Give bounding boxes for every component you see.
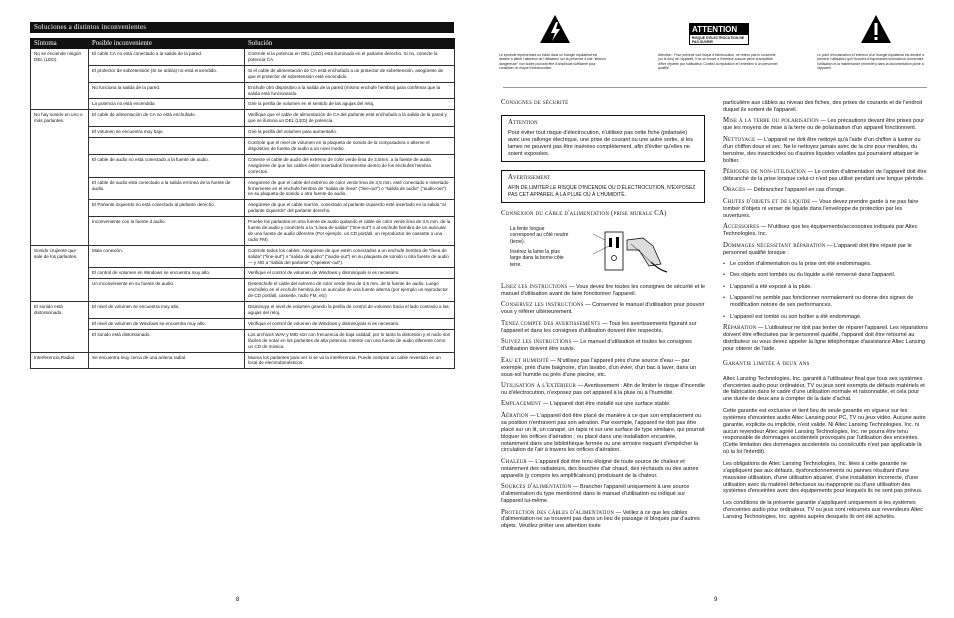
attention-box-title: Attention <box>508 118 538 126</box>
cause-cell: El Parlante izquierdo no está conectado al parlante derecho. <box>89 200 245 217</box>
solution-cell: Gire la perilla del volumen para aumentarlo. <box>245 127 455 138</box>
cause-cell: No funciona la salida de la pared. <box>89 82 245 99</box>
safety-paragraph <box>501 413 705 454</box>
list-item: • L'appareil a été exposé à la pluie. <box>723 284 929 291</box>
avertissement-box <box>501 170 705 203</box>
safety-paragraph <box>723 243 929 257</box>
symptom-cell <box>31 127 89 138</box>
paragraph-body: — Le manuel d'utilisation et toutes les consignes d'utilisation doivent être suivis. <box>501 339 692 353</box>
warranty-paragraph: Les obligations de Altec Lansing Technologies, Inc. liées à cette garantie ne s'appliquent pas aux défauts, dysfonctionnements ou pannes résultant d'une mauvaise utilisation, d'une utilisation abusive, d'une installation incorrecte, d'une utilisation avec du matériel défectueux ou inapproprié ou d'une utilisation des systèmes d'enceintes avec des équipements pour lesquels ils ne sont pas prévus. <box>723 460 923 495</box>
solution-cell: Gire la perilla de volumen en el sentido de las agujas del reloj. <box>245 99 455 110</box>
safety-paragraphs-2 <box>723 118 929 256</box>
solution-cell: Mueva los parlantes para ver si se va la interferencia. Puede comprar un cable revestido en un local de electrodomésticos. <box>245 352 455 369</box>
repair-paragraph <box>723 325 929 353</box>
paragraph-title: Aération <box>501 411 529 419</box>
plug-label-neutral: La fente longue correspond au côté neutre (terre). <box>510 226 569 245</box>
warranty-paragraphs <box>723 376 929 521</box>
warranty-heading: Garantie limitée à deux ans <box>723 359 810 367</box>
cause-cell: Inconveniente con la fuente d audio. <box>89 217 245 246</box>
cause-cell: El protector de sobretensión (Si se utiliza) no está encendido. <box>89 65 245 82</box>
solution-cell: Verifique el control de volumen de Windows y disminúyalo si es necesario. <box>245 318 455 329</box>
safety-paragraph <box>501 401 705 408</box>
table-row <box>31 177 455 200</box>
symptom-cell <box>31 99 89 110</box>
cause-cell: El sonido está distorsionado. <box>89 329 245 352</box>
continued-text: particulière aux câbles au niveau des fiches, des prises de courants et de l'endroit duquel ils sortent de l'appareil. <box>723 100 923 113</box>
table-body <box>31 49 455 369</box>
paragraph-body: — Avertissement : Afin de limiter le risque d'incendie ou d'électrocution, n'exposez pas cet appareil à la pluie ou à l'humidité. <box>501 383 705 396</box>
list-item: • L'appareil ne semble pas fonctionner normalement ou donne des signes de modification notoire de ses performances. <box>723 295 929 309</box>
safety-paragraph <box>723 169 929 183</box>
table-row <box>31 154 455 177</box>
symptom-cell <box>31 329 89 352</box>
page-number-right: 9 <box>714 597 718 603</box>
cause-cell: El cable CA no está conectado a la salida de la pared. <box>89 49 245 66</box>
solution-cell: Controle todos los cables. Asegúrese de que estén conectados a un enchufe hembra de "línea de salida" ("line-out") o "salida de audio" ("audio-out") en su plaqueta de sonido u otra fuente de audio — y NO a "salida del parlante" ("speaker-out"). <box>245 245 455 268</box>
paragraph-title: Dommages nécessitant réparation <box>723 241 826 249</box>
paragraph-title: Sources d'alimentation <box>501 483 572 491</box>
symptom-cell: No se enciende ningún DEL (LED). <box>31 49 89 66</box>
paragraph-title: Suivez les instructions <box>501 338 572 346</box>
symptom-cell <box>31 279 89 302</box>
safety-paragraph <box>501 302 705 316</box>
symptom-cell <box>31 268 89 279</box>
table-row <box>31 279 455 302</box>
attention-box-body: Pour éviter tout risque d'électrocution, n'utilisez pas cette fiche (polarisée) avec une rallonge électrique, une prise de courant ou une autre sortie, si les lames ne peuvent pas être insérées complètement, afin d'éviter qu'elles ne soient exposées. <box>508 129 693 157</box>
paragraph-title: Tenez compte des avertissements <box>501 319 601 327</box>
avertissement-box-title: Avertissement <box>508 174 551 182</box>
solution-cell: Desenchufe el cable del extremo de color verde lima de 3,5 mm. de la fuente de audio. Luego enchúfelo en el enchufe hembra de un auricular de una fuente alterna (por ejemplo un reproductor de CD portátil, cassette, radio FM, etc) <box>245 279 455 302</box>
safety-paragraph <box>501 484 705 505</box>
lightning-warning-text: Le symbole représentant un éclair dans un triangle équilatéral est destiné à attirer l'attention de l'utilisateur sur la présence d'une "tension dangereuse" non isolée pouvant être d'amplitude suffisante pour constituer un risque d'électrocution. <box>499 53 606 70</box>
paragraph-title: Chutes d'objets et de liquide <box>723 197 811 205</box>
table-row <box>31 329 455 352</box>
paragraph-title: Nettoyage <box>723 135 756 143</box>
attention-label <box>689 23 749 45</box>
solution-cell: Enchufe otro dispositivo a la salida de la pared (mismo enchufe hembra) para confirmar que la salida está funcionando. <box>245 82 455 99</box>
list-item: • Le cordon d'alimentation ou la prise ont été endommagés. <box>723 261 929 268</box>
safety-paragraph <box>723 187 929 194</box>
paragraph-body: — Le cordon d'alimentation de l'appareil doit être débranché de la prise lorsque celui-ci n'est pas utilisé pendant une longue période. <box>723 169 927 182</box>
attention-box <box>501 115 705 163</box>
header-solution: Solución <box>245 39 455 49</box>
attention-label-sub: RISQUE D'ÉLECTROCUTION NE PAS OUVRIR <box>689 34 749 45</box>
header-cause: Posible inconveniente <box>89 39 245 49</box>
safety-heading: Consignes de sécurité <box>501 99 569 106</box>
header-symptom: Síntoma <box>31 39 89 49</box>
warranty-paragraph: Les conditions de la présente garantie s'appliquent uniquement si les systèmes d'enceintes audio pour ordinateur, TV ou jeux sont retournés aux revendeurs Altec Lansing Technologies, Inc. agréés auprès desquels ils ont été achetés. <box>723 499 923 520</box>
paragraph-title: Lisez les instructions <box>501 283 568 291</box>
safety-paragraph <box>501 459 705 480</box>
paragraph-body: — L'appareil ne doit être nettoyé qu'à l'aide d'un chiffon à lustrer ou d'un chiffon doux et sec. Ne le nettoyez jamais avec de la cire pour meubles, du benzène, des insecticides ou d'autres liquides volatiles qui pourraient attaquer le boîtier. <box>723 136 921 164</box>
safety-paragraph <box>501 339 705 353</box>
paragraph-body: — L'appareil doit être réparé par le personnel qualifié lorsque : <box>723 242 912 256</box>
paragraph-body: — Brancher l'appareil uniquement à une source d'alimentation du type mentionné dans le manuel d'utilisation ou indiqué sur l'appareil lui-même. <box>501 484 690 505</box>
cause-cell: El cable de audio no está conectado a la fuente de audio. <box>89 154 245 177</box>
plug-labels <box>510 226 570 268</box>
table-row <box>31 65 455 82</box>
table-row <box>31 99 455 110</box>
paragraph-body: — Vous devez lire toutes les consignes de sécurité et le manuel d'utilisation avant de faire fonctionner l'appareil. <box>501 284 705 297</box>
exclamation-warning-text: Le point d'exclamation à l'intérieur d'un triangle équilatéral est destiné à prévenir l'utilisateur qu'il trouvera d'importantes instructions concernant l'utilisation et la maintenance (entretien) dans la documentation jointe à l'appareil. <box>817 53 925 70</box>
paragraph-body: — Tous les avertissements figurant sur l'appareil et dans les consignes d'utilisation doivent être respectés. <box>501 320 697 334</box>
repair-title: Réparation <box>723 324 757 332</box>
polarized-plug-icon <box>593 226 673 276</box>
paragraph-title: Utilisation à l'extérieur <box>501 382 576 389</box>
solution-cell: Si el cable de alimentación de CA está enchufado a un protector de sobretensión, asegúrese de que el protector de sobretensión esté encendido. <box>245 65 455 82</box>
symptom-cell <box>31 82 89 99</box>
list-item: • L'appareil est tombé ou son boîtier a été endommagé. <box>723 314 929 321</box>
cause-cell: El cable de audio está conectado a la salida errónea de la fuente de audio. <box>89 177 245 200</box>
section-title: Soluciones a distintos inconvenientes <box>30 22 454 33</box>
damage-list <box>723 261 929 320</box>
table-row <box>31 352 455 369</box>
paragraph-body: — Vous devez prendre garde à ne pas faire tomber d'objets ni verser de liquide dans l'enveloppe de protection par les ouvertures. <box>723 198 919 219</box>
divider <box>503 87 927 88</box>
table-row <box>31 200 455 217</box>
paragraph-title: Mise à la terre ou polarisation <box>723 117 819 125</box>
safety-paragraph <box>723 224 929 238</box>
safety-paragraph <box>723 137 929 165</box>
paragraph-body: — Les précautions devant être prises pour que les moyens de mise à la terre ou de polarisation d'un appareil fonctionnent. <box>723 118 925 132</box>
paragraph-body: — Conservez le manuel d'utilisation pour pouvoir vous y référer ultérieurement. <box>501 302 705 316</box>
cause-cell <box>89 138 245 155</box>
paragraph-body: — L'appareil doit être placé de manière à ce que son emplacement ou sa position n'entravent pas son aération. Par exemple, l'appareil ne doit pas être placé sur un lit, un canapé, un tapis ni sur une surface de type similaire, qui pourrait bloquer les orifices d'aération ; ou placé dans une installation encastrée, notamment dans une bibliothèque fermée ou une armoire risquant d'empêcher la circulation de l'air à travers les orifices d'aération. <box>501 412 705 454</box>
table-row <box>31 110 455 127</box>
safety-column-2 <box>723 100 929 525</box>
cause-cell: La potencia no está encendida <box>89 99 245 110</box>
solution-cell: Conecte el cable de audio del extremo de color verde lima de 3,5mm. a la fuente de audio. Asegúrese de que los cables estén insertados firmemente dentro de los enchufes hembra correctos. <box>245 154 455 177</box>
solution-cell: Pruebe los parlantes en otra fuente de audio quitando el cable de color verde lima de 3,5 mm. de la fuente de audio y conéctelo a la "Línea de salida" ("line-out") o al enchufe hembra de un auricular de una fuente de audio diferente (Por ejemplo, un CD portátil, un reproductor de cassette o una radio FM). <box>245 217 455 246</box>
solution-cell: Asegúrese de que el cable marrón, conectado al parlante izquierdo esté insertado en la salida "al parlante izquierdo" del parlante derecho. <box>245 200 455 217</box>
table-row <box>31 302 455 319</box>
solution-cell: Controle si la potencia en DEL (LED) está iluminada en el parlante derecho. Si no, conecte la potencia CA. <box>245 49 455 66</box>
symptom-cell <box>31 200 89 217</box>
symptom-cell: Sonido crujiente que sale de los parlantes. <box>31 245 89 268</box>
table-row <box>31 138 455 155</box>
plug-illustration <box>501 226 705 276</box>
safety-paragraph <box>501 510 705 531</box>
symptom-cell <box>31 154 89 177</box>
solution-cell: Controle que el nivel de volumen en la plaqueta de sonido de la computadora o alterne el dispositivo de fuente de audio a un nivel medio. <box>245 138 455 155</box>
cause-cell: El control de volumen en Windows se encuentra muy alto. <box>89 268 245 279</box>
symptom-cell <box>31 138 89 155</box>
plug-heading: Connexion du câble d'alimentation (prise murale CA) <box>501 210 667 218</box>
safety-column-1 <box>501 100 705 535</box>
paragraph-body: — Veillez à ce que les câbles d'alimentation ne se trouvent pas dans un lieu de passage ni bloqués par d'autres objets. Veuillez prêter une attention toute <box>501 509 700 530</box>
symptom-cell <box>31 318 89 329</box>
paragraph-body: — N'utilisez pas l'appareil près d'une source d'eau — par exemple, près d'une baignoire, d'un lavabo, d'un évier, d'un bac à laver, dans un sous-sol humide ou près d'une piscine, etc. <box>501 357 697 378</box>
table-header-row <box>31 39 455 49</box>
repair-body: — L'utilisateur ne doit pas tenter de réparer l'appareil. Les réparations doivent être effectuées par le personnel qualifié, l'appareil doit être retourné au distributeur ou vous devez appeler la ligne téléphonique d'assistance Altec Lansing pour obtenir de l'aide. <box>723 325 928 352</box>
solution-cell: Verifique que el cable de alimentación de CA del parlante esté enchufado a la salida de la pared y que se ilumina un DEL (LED) de potencia. <box>245 110 455 127</box>
paragraph-body: — L'appareil doit être tenu éloigné de toute source de chaleur et notamment des radiateurs, des bouches d'air chaud, des réchauds ou des autres appareils (y compris les amplificateurs) produisant de la chaleur. <box>501 458 699 479</box>
paragraph-title: Eau et humidité <box>501 356 549 364</box>
symptom-cell <box>31 177 89 200</box>
avertissement-box-body: AFIN DE LIMITER LE RISQUE D'INCENDIE OU D'ÉLECTROCUTION, N'EXPOSEZ PAS CET APPAREIL À LA PLUIE OU À L'HUMIDITÉ. <box>508 185 696 198</box>
paragraph-title: Emplacement <box>501 400 542 408</box>
troubleshooting-table <box>30 38 455 369</box>
paragraph-body: — Débranchez l'appareil en cas d'orage. <box>745 187 846 194</box>
page-9 <box>477 0 954 618</box>
warranty-paragraph: Cette garantie est exclusive et tient lieu de seule garantie en vigueur sur les systèmes d'enceintes audio Altec Lansing pour PC, TV ou jeux vidéo. Aucune autre garantie, explicite ou implicite, n'est valide. Ni Altec Lansing Technologies, Inc. ni aucun revendeur Altec agréé Lansing Technologies, Inc. ne pourra être tenu responsable de dommages accidentels provoqués par l'utilisation des enceintes. (Cette limitation des dommages accidentels ou consécutifs n'est pas applicable là où la loi l'interdit). <box>723 407 926 456</box>
safety-paragraph <box>501 321 705 335</box>
symptom-cell: No hay sonido en uno o más parlantes. <box>31 110 89 127</box>
table-row <box>31 318 455 329</box>
safety-paragraph <box>501 358 705 379</box>
table-row <box>31 217 455 246</box>
cause-cell: El volumen se encuentra muy bajo. <box>89 127 245 138</box>
plug-label-wide: Insérez la lame la plus large dans la borne côte terre. <box>510 248 564 268</box>
exclamation-triangle-icon <box>860 14 892 44</box>
paragraph-body: — N'utilisez que les équipements/accessoires indiqués par Altec Technologies, Inc. <box>723 224 918 238</box>
paragraph-title: Périodes de non-utilisation <box>723 168 806 176</box>
solution-cell: Disminuya el nivel de volumen girando la perilla de control de volumen hacia el lado contrario a las agujas del reloj. <box>245 302 455 319</box>
symptom-cell <box>31 217 89 246</box>
attention-label-title: ATTENTION <box>689 23 749 34</box>
paragraph-title: Orages <box>723 186 746 194</box>
page-number-left: 8 <box>236 597 240 603</box>
table-row <box>31 245 455 268</box>
solution-cell: Asegúrese de que el cable del extremo de color verde lima de 3,5 mm. esté conectado e insertado firmemente en el enchufe hembra de "salida de línea" ("line-out") o "salida de audio" ("audio-out") en su plaqueta de sonido u otra fuente de audio. <box>245 177 455 200</box>
warranty-paragraph: Altec Lansing Technologies, Inc. garantit à l'utilisateur final que tous ses systèmes d'enceintes audio pour ordinateur, TV ou jeux sont exempts de défauts matériels et de fabrication dans le cadre d'une utilisation normale et raisonnable, et cela pour une durée de deux ans à compter de la date d'achat. <box>723 375 925 403</box>
solution-cell: Los archivos WAV y MID son con frecuencia de baja calidad; por lo tanto la distorsión y el ruido son fáciles de notar en los parlantes de alta potencia. Intente con una fuente de audio diferente como un CD de música. <box>245 329 455 352</box>
cause-cell: El nivel de volumen se encuentra muy alto. <box>89 302 245 319</box>
safety-paragraph <box>501 383 705 397</box>
attention-warning-text: Attention : Pour prévenir tout risque d'électrocution, ne retirez pas le couvercle (ou le dos) de l'appareil. Il ne se trouve à l'intérieur aucune pièce susceptible d'être réparée par l'utilisateur. Confiez la réparation et l'entretien à un personnel qualifié. <box>658 53 778 70</box>
symptom-cell <box>31 65 89 82</box>
lightning-triangle-icon <box>539 14 571 44</box>
cause-cell: Se encuentra muy cerca de una antena radial. <box>89 352 245 369</box>
table-row <box>31 82 455 99</box>
table-row <box>31 268 455 279</box>
safety-paragraph <box>723 118 929 132</box>
cause-cell: Un inconveniente en su fuente de audio. <box>89 279 245 302</box>
cause-cell: El cable de alimentación de CA no está enchufado. <box>89 110 245 127</box>
list-item: • Des objets sont tombés ou du liquide a été renversé dans l'appareil. <box>723 272 929 279</box>
paragraph-body: — L'appareil doit être installé sur une surface stable. <box>541 401 671 408</box>
paragraph-title: Accessoires <box>723 223 760 231</box>
paragraph-title: Chaleur <box>501 457 527 465</box>
cause-cell: Mala conexión. <box>89 245 245 268</box>
cause-cell: El nivel de volumen de Windows se encuentra muy alto. <box>89 318 245 329</box>
table-row <box>31 49 455 66</box>
symptom-cell: El sonido está distorsionado. <box>31 302 89 319</box>
safety-paragraph <box>723 199 929 220</box>
paragraph-title: Conservez les instructions <box>501 301 584 309</box>
table-row <box>31 127 455 138</box>
symptom-cell: Interferencia Radial. <box>31 352 89 369</box>
safety-paragraph <box>501 284 705 298</box>
solution-cell: Verifique el control de volumen de Windows y disminúyalo si es necesario. <box>245 268 455 279</box>
safety-paragraphs-1 <box>501 284 705 530</box>
paragraph-title: Protection des câbles d'alimentation <box>501 508 615 516</box>
